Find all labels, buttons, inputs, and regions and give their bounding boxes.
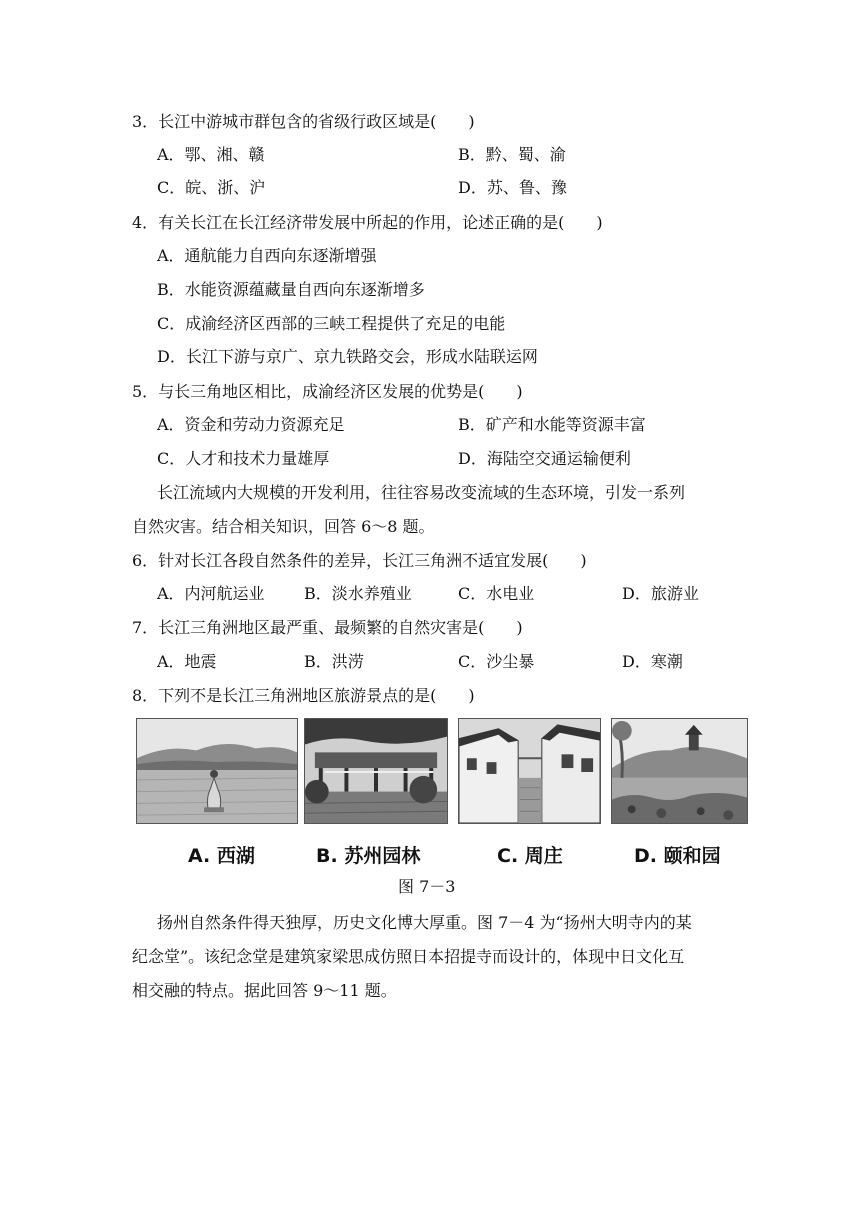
question-3-stem: 3．长江中游城市群包含的省级行政区域是( ): [132, 112, 475, 131]
question-5-option-d: D．海陆空交通运输便利: [458, 449, 631, 468]
question-7-option-d: D．寒潮: [622, 652, 683, 671]
question-7-stem: 7．长江三角洲地区最严重、最频繁的自然灾害是( ): [132, 618, 523, 637]
passage-2-line-3: 相交融的特点。据此回答 9～11 题。: [132, 981, 397, 1000]
question-5-option-b: B．矿产和水能等资源丰富: [458, 415, 646, 434]
question-3-option-d: D．苏、鲁、豫: [458, 178, 567, 197]
question-8-stem: 8．下列不是长江三角洲地区旅游景点的是( ): [132, 686, 475, 705]
question-6-stem: 6．针对长江各段自然条件的差异，长江三角洲不适宜发展( ): [132, 551, 587, 570]
question-7-option-b: B．洪涝: [304, 652, 364, 671]
zhouzhuang-photo: [458, 718, 601, 824]
question-3-option-b: B．黔、蜀、渝: [458, 145, 566, 164]
scenic-photo-strip: [136, 718, 748, 824]
question-6-option-c: C．水电业: [458, 584, 535, 603]
question-6-option-a: A．内河航运业: [157, 584, 265, 603]
passage-2-line-1: 扬州自然条件得天独厚，历史文化博大厚重。图 7－4 为“扬州大明寺内的某: [157, 913, 692, 932]
passage-2-line-2: 纪念堂”。该纪念堂是建筑家梁思成仿照日本招提寺而设计的，体现中日文化互: [132, 947, 685, 966]
question-3-option-a: A．鄂、湘、赣: [157, 145, 265, 164]
suzhou-garden-photo: [304, 718, 448, 824]
figure-caption: 图 7－3: [398, 877, 456, 896]
question-5-stem: 5．与长三角地区相比，成渝经济区发展的优势是( ): [132, 382, 523, 401]
question-7-option-a: A．地震: [157, 652, 217, 671]
summer-palace-photo: [611, 718, 748, 824]
passage-1-line-2: 自然灾害。结合相关知识，回答 6～8 题。: [132, 517, 435, 536]
photo-caption-a: A. 西湖: [188, 845, 255, 867]
west-lake-photo: [136, 718, 298, 824]
question-6-option-d: D．旅游业: [622, 584, 699, 603]
question-5-option-c: C．人才和技术力量雄厚: [157, 449, 330, 468]
question-7-option-c: C．沙尘暴: [458, 652, 535, 671]
passage-1-line-1: 长江流域内大规模的开发利用，往往容易改变流域的生态环境，引发一系列: [157, 483, 686, 502]
question-4-option-a: A．通航能力自西向东逐渐增强: [157, 246, 377, 265]
question-6-option-b: B．淡水养殖业: [304, 584, 412, 603]
question-3-option-c: C．皖、浙、沪: [157, 178, 266, 197]
question-4-option-b: B．水能资源蕴藏量自西向东逐渐增多: [157, 280, 425, 299]
question-5-option-a: A．资金和劳动力资源充足: [157, 415, 345, 434]
question-4-stem: 4．有关长江在长江经济带发展中所起的作用，论述正确的是( ): [132, 213, 603, 232]
photo-caption-c: C. 周庄: [497, 845, 563, 867]
photo-caption-d: D. 颐和园: [634, 845, 721, 867]
photo-caption-b: B. 苏州园林: [316, 845, 421, 867]
question-4-option-c: C．成渝经济区西部的三峡工程提供了充足的电能: [157, 314, 506, 333]
question-4-option-d: D．长江下游与京广、京九铁路交会，形成水陆联运网: [157, 347, 538, 366]
